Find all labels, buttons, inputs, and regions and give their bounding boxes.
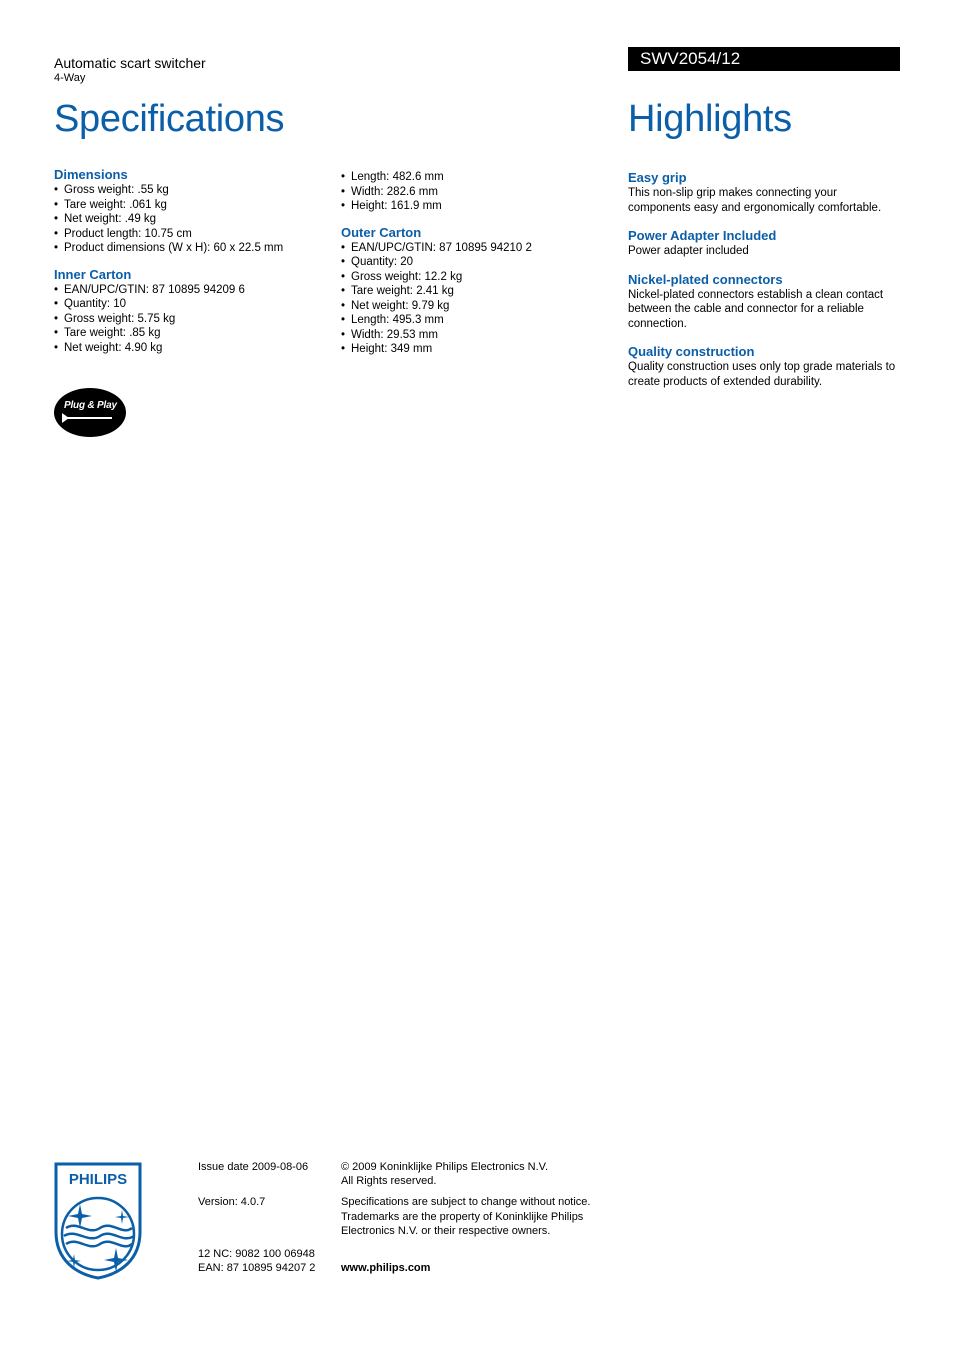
highlight-text: This non-slip grip makes connecting your components easy and ergonomically comfortable.: [628, 187, 882, 214]
inner-carton-list-continued: [341, 170, 601, 214]
outer-carton-heading: Outer Carton: [341, 224, 422, 240]
list-item: • Length: 482.6 mm: [341, 170, 601, 185]
list-item: • Tare weight: .061 kg: [54, 198, 334, 213]
list-item: • Height: 349 mm: [341, 342, 601, 357]
philips-logo-text: PHILIPS: [68, 1171, 128, 1188]
list-item: • Product length: 10.75 cm: [54, 227, 334, 242]
list-item: • Width: 29.53 mm: [341, 328, 601, 343]
spec-column-2: [341, 170, 601, 357]
list-item: • Product dimensions (W x H): 60 x 22.5 mm: [54, 241, 334, 256]
philips-shield-logo: [54, 1162, 142, 1280]
inner-carton-heading: Inner Carton: [54, 266, 132, 282]
inner-carton-list: [54, 283, 334, 356]
spec-notice: Specifications are subject to change without notice. Trademarks are the property of Koninklijke Philips Electronics N.V. or their respective owners.: [341, 1196, 591, 1237]
list-item: • Quantity: 10: [54, 297, 334, 312]
highlight-text: Quality construction uses only top grade materials to create products of extended durability.: [628, 361, 896, 388]
highlight-title: Easy grip: [628, 170, 687, 185]
list-item: • Height: 161.9 mm: [341, 199, 601, 214]
list-item: • Net weight: 9.79 kg: [341, 299, 601, 314]
dimensions-list: [54, 183, 334, 256]
copyright: © 2009 Koninklijke Philips Electronics N.V.: [341, 1161, 549, 1173]
list-item: • EAN/UPC/GTIN: 87 10895 94210 2: [341, 241, 601, 256]
list-item: • Gross weight: 12.2 kg: [341, 270, 601, 285]
website-link[interactable]: www.philips.com: [341, 1262, 431, 1274]
outer-carton-list: [341, 241, 601, 357]
highlight-title: Nickel-plated connectors: [628, 271, 783, 287]
issue-date: Issue date 2009-08-06: [198, 1161, 309, 1173]
list-item: • Width: 282.6 mm: [341, 185, 601, 200]
plug-and-play-badge: [54, 388, 126, 437]
highlight-nickel-connectors: [628, 272, 900, 332]
twelve-nc: 12 NC: 9082 100 06948: [198, 1248, 315, 1260]
spec-column-1: [54, 167, 334, 355]
list-item: • Net weight: 4.90 kg: [54, 341, 334, 356]
dimensions-heading: Dimensions: [54, 167, 128, 182]
product-name: Automatic scart switcher: [54, 55, 206, 71]
version: Version: 4.0.7: [198, 1196, 266, 1208]
highlight-quality-construction: [628, 344, 900, 389]
list-item: • Tare weight: .85 kg: [54, 326, 334, 341]
list-item: • Gross weight: .55 kg: [54, 183, 334, 198]
specifications-title: Specifications: [54, 98, 285, 140]
highlights-column: [628, 170, 900, 402]
highlights-title: Highlights: [628, 98, 792, 140]
highlight-text: Nickel-plated connectors establish a clean contact between the cable and connector for a reliable connection.: [628, 288, 884, 330]
plug-arrow-icon: [62, 413, 69, 423]
highlight-title: Power Adapter Included: [628, 228, 777, 243]
highlight-text: Power adapter included: [628, 245, 749, 257]
ean-code: EAN: 87 10895 94207 2: [198, 1262, 316, 1274]
list-item: • Tare weight: 2.41 kg: [341, 284, 601, 299]
list-item: • Quantity: 20: [341, 255, 601, 270]
highlight-title: Quality construction: [628, 344, 755, 359]
plug-icon: [62, 417, 112, 419]
rights-reserved: All Rights reserved.: [341, 1175, 437, 1187]
highlight-power-adapter: [628, 228, 900, 259]
list-item: • Length: 495.3 mm: [341, 313, 601, 328]
plug-and-play-label: Plug & Play: [64, 400, 117, 411]
list-item: • EAN/UPC/GTIN: 87 10895 94209 6: [54, 283, 334, 298]
list-item: • Net weight: .49 kg: [54, 212, 334, 227]
product-subtitle: 4-Way: [54, 72, 86, 84]
list-item: • Gross weight: 5.75 kg: [54, 312, 334, 327]
model-number-bar: SWV2054/12: [628, 47, 900, 71]
highlight-easy-grip: [628, 170, 900, 215]
